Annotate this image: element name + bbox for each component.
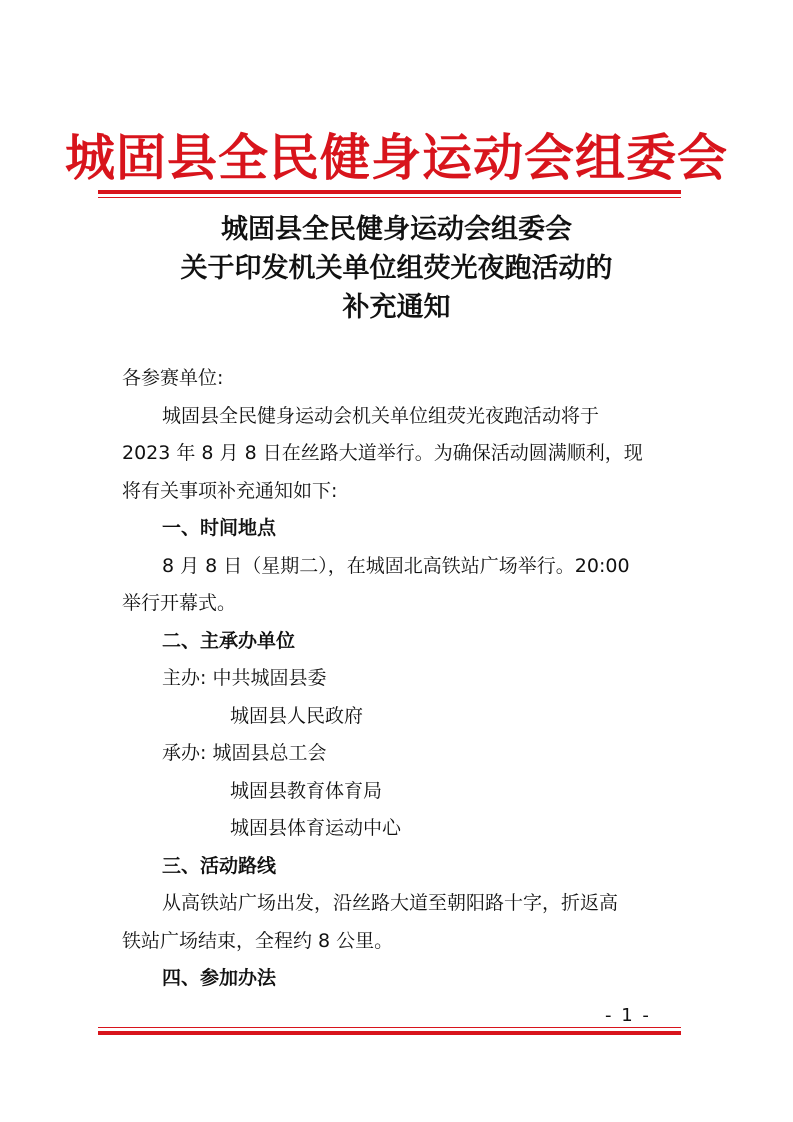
- footer-rule-thin: [98, 1027, 681, 1028]
- section-heading-organizers: 二、主承办单位: [162, 629, 296, 652]
- document-body: [122, 360, 682, 998]
- document-title: [0, 210, 793, 327]
- organizer-line-3: 城固县体育运动中心: [230, 817, 402, 839]
- route-line-2: 铁站广场结束，全程约 8 公里。: [122, 929, 394, 952]
- title-line-2: 关于印发机关单位组荧光夜跑活动的: [180, 253, 613, 284]
- salutation: 各参赛单位:: [122, 367, 224, 389]
- header-rule-thick: [98, 190, 681, 194]
- footer-rule-thick: [98, 1031, 681, 1035]
- title-line-3: 补充通知: [342, 292, 451, 323]
- intro-paragraph-line-1: 城固县全民健身运动会机关单位组荧光夜跑活动将于: [162, 404, 600, 427]
- header-rule-thin: [98, 197, 681, 198]
- intro-paragraph-line-2: 2023 年 8 月 8 日在丝路大道举行。为确保活动圆满顺利，现: [122, 442, 643, 464]
- route-line-1: 从高铁站广场出发，沿丝路大道至朝阳路十字，折返高: [162, 892, 619, 914]
- title-line-1: 城固县全民健身运动会组委会: [221, 214, 572, 245]
- section-heading-participation: 四、参加办法: [162, 967, 277, 989]
- red-header-org-name: 城固县全民健身运动会组委会: [65, 128, 728, 187]
- intro-paragraph-line-3: 将有关事项补充通知如下:: [122, 479, 338, 502]
- section-heading-time-location: 一、时间地点: [162, 517, 277, 539]
- page-number: - 1 -: [605, 1005, 651, 1026]
- host-line-1: 主办: 中共城固县委: [162, 667, 327, 689]
- organizer-line-1: 承办: 城固县总工会: [162, 742, 327, 764]
- host-line-2: 城固县人民政府: [230, 704, 364, 727]
- time-location-line-1: 8 月 8 日（星期二），在城固北高铁站广场举行。20:00: [162, 554, 630, 577]
- time-location-line-2: 举行开幕式。: [122, 592, 237, 614]
- organizer-line-2: 城固县教育体育局: [230, 779, 383, 802]
- section-heading-route: 三、活动路线: [162, 854, 277, 877]
